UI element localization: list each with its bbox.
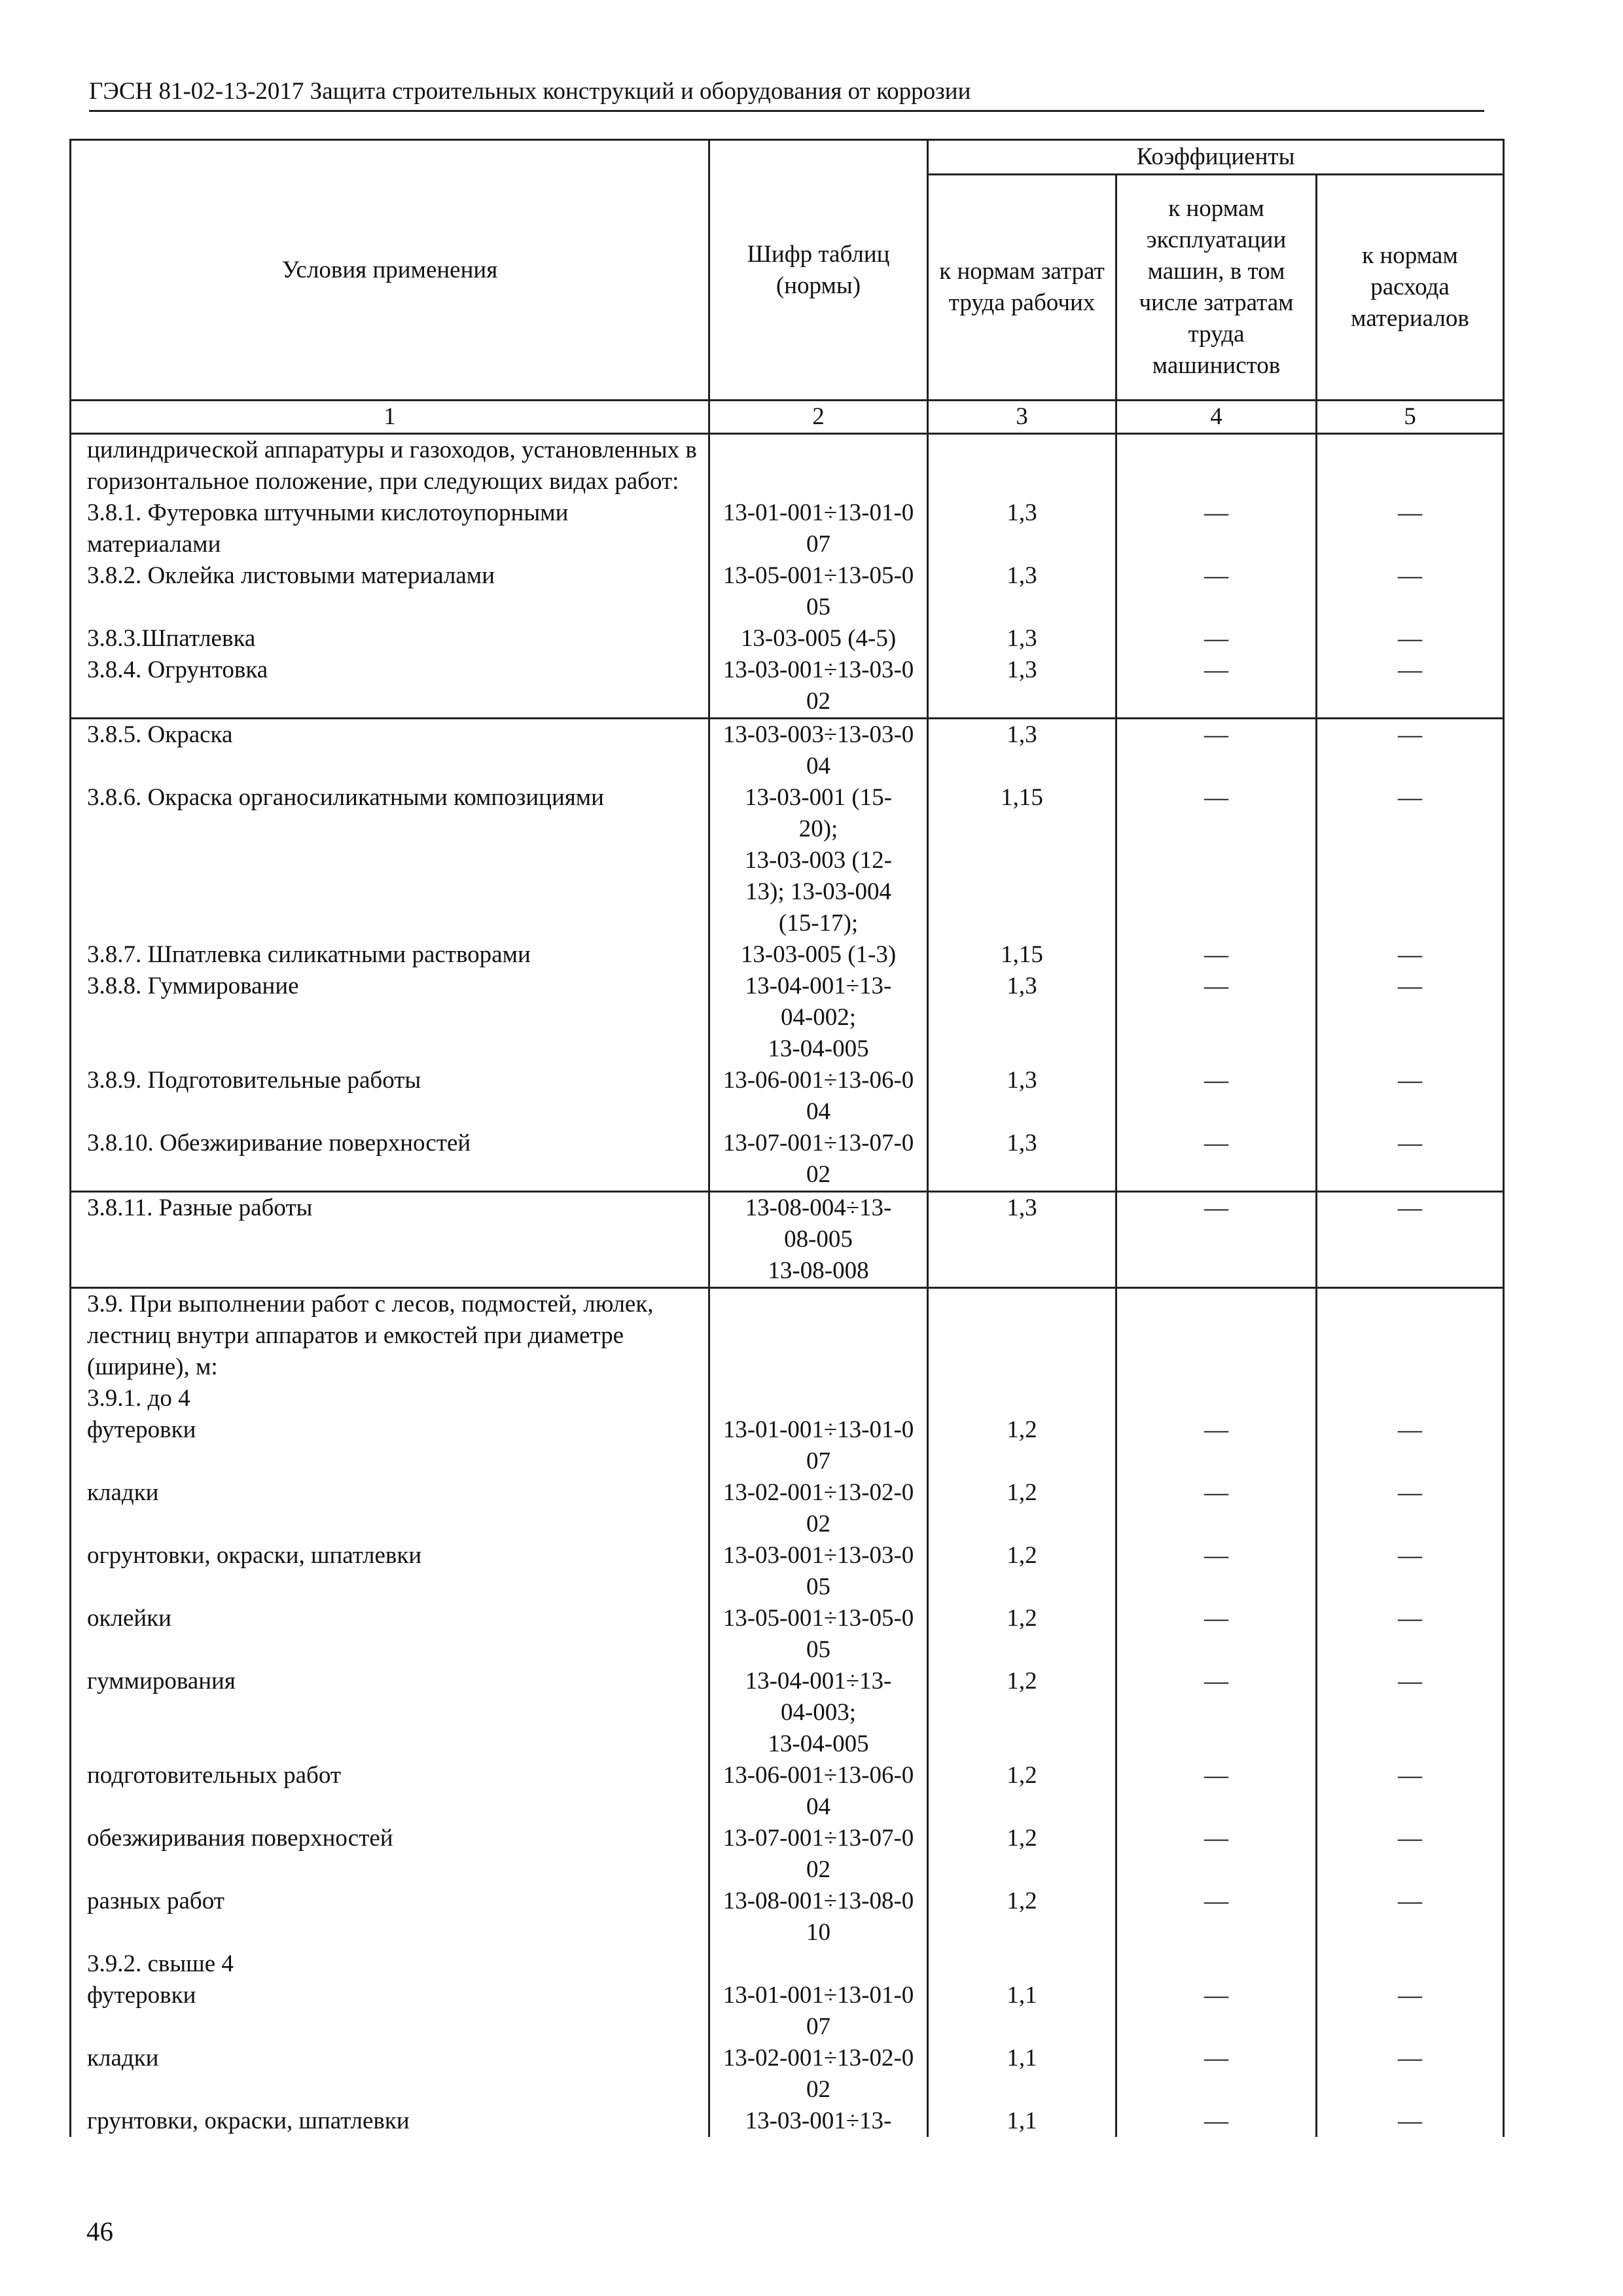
table-row xyxy=(71,497,1504,560)
cipher-cell: 13-07-001÷13-07-002 xyxy=(709,1128,928,1192)
cipher-cell: 13-02-001÷13-02-002 xyxy=(709,2043,928,2106)
table-row xyxy=(71,1192,1504,1288)
material-coefficient-cell: — xyxy=(1317,1192,1504,1288)
labor-coefficient-cell xyxy=(928,1383,1116,1414)
machine-coefficient-cell: — xyxy=(1116,1540,1317,1603)
column-number: 5 xyxy=(1317,401,1504,434)
table-row xyxy=(71,1383,1504,1414)
machine-coefficient-cell: — xyxy=(1116,719,1317,783)
condition-cell: 3.8.2. Оклейка листовыми материалами xyxy=(71,560,709,623)
cipher-cell: 13-01-001÷13-01-007 xyxy=(709,1980,928,2043)
labor-coefficient-cell: 1,2 xyxy=(928,1414,1116,1477)
labor-coefficient-cell xyxy=(928,434,1116,498)
condition-cell: футеровки xyxy=(71,1980,709,2043)
header-labor: к нормам затрат труда рабочих xyxy=(928,175,1116,401)
labor-coefficient-cell xyxy=(928,1288,1116,1384)
header-coefficients: Коэффициенты xyxy=(928,140,1504,175)
condition-cell: 3.9.1. до 4 xyxy=(71,1383,709,1414)
cipher-cell: 13-06-001÷13-06-004 xyxy=(709,1760,928,1823)
table-row xyxy=(71,971,1504,1065)
document-header-title: ГЭСН 81-02-13-2017 Защита строительных конструкций и оборудования от коррозии xyxy=(89,78,971,105)
table-row xyxy=(71,434,1504,498)
table-row xyxy=(71,1065,1504,1128)
table-row xyxy=(71,2043,1504,2106)
condition-cell: огрунтовки, окраски, шпатлевки xyxy=(71,1540,709,1603)
machine-coefficient-cell: — xyxy=(1116,2106,1317,2137)
labor-coefficient-cell: 1,2 xyxy=(928,1823,1116,1886)
cipher-cell: 13-06-001÷13-06-004 xyxy=(709,1065,928,1128)
machine-coefficient-cell: — xyxy=(1116,1128,1317,1192)
material-coefficient-cell: — xyxy=(1317,2043,1504,2106)
table-row xyxy=(71,1540,1504,1603)
machine-coefficient-cell: — xyxy=(1116,497,1317,560)
condition-cell: 3.8.6. Окраска органосиликатными композициями xyxy=(71,782,709,939)
table-row xyxy=(71,719,1504,783)
cipher-cell xyxy=(709,1383,928,1414)
material-coefficient-cell xyxy=(1317,1288,1504,1384)
cipher-cell: 13-03-001÷13- xyxy=(709,2106,928,2137)
table-row xyxy=(71,782,1504,939)
cipher-cell: 13-01-001÷13-01-007 xyxy=(709,1414,928,1477)
labor-coefficient-cell: 1,3 xyxy=(928,497,1116,560)
material-coefficient-cell: — xyxy=(1317,1823,1504,1886)
cipher-cell: 13-03-005 (1-3) xyxy=(709,939,928,971)
table-row xyxy=(71,1603,1504,1666)
machine-coefficient-cell xyxy=(1116,1383,1317,1414)
labor-coefficient-cell: 1,2 xyxy=(928,1666,1116,1760)
machine-coefficient-cell: — xyxy=(1116,1192,1317,1288)
machine-coefficient-cell: — xyxy=(1116,939,1317,971)
column-number: 2 xyxy=(709,401,928,434)
cipher-cell: 13-03-005 (4-5) xyxy=(709,623,928,655)
cipher-cell: 13-07-001÷13-07-002 xyxy=(709,1823,928,1886)
machine-coefficient-cell: — xyxy=(1116,1477,1317,1540)
machine-coefficient-cell: — xyxy=(1116,1886,1317,1948)
labor-coefficient-cell: 1,2 xyxy=(928,1760,1116,1823)
table-row xyxy=(71,939,1504,971)
material-coefficient-cell: — xyxy=(1317,1540,1504,1603)
material-coefficient-cell: — xyxy=(1317,939,1504,971)
condition-cell: 3.9. При выполнении работ с лесов, подмостей, люлек, лестниц внутри аппаратов и емкостей при диаметре (ширине), м: xyxy=(71,1288,709,1384)
header-machines: к нормам эксплуатации машин, в том числе затратам труда машинистов xyxy=(1116,175,1317,401)
header-cipher: Шифр таблиц (нормы) xyxy=(709,140,928,401)
table-row xyxy=(71,560,1504,623)
labor-coefficient-cell: 1,3 xyxy=(928,1128,1116,1192)
condition-cell: цилиндрической аппаратуры и газоходов, установленных в горизонтальное положение, при следующих видах работ: xyxy=(71,434,709,498)
condition-cell: 3.8.9. Подготовительные работы xyxy=(71,1065,709,1128)
cipher-cell: 13-04-001÷13- 04-002; 13-04-005 xyxy=(709,971,928,1065)
table-row xyxy=(71,1823,1504,1886)
condition-cell: подготовительных работ xyxy=(71,1760,709,1823)
condition-cell: кладки xyxy=(71,2043,709,2106)
labor-coefficient-cell: 1,3 xyxy=(928,623,1116,655)
machine-coefficient-cell: — xyxy=(1116,1666,1317,1760)
table-row xyxy=(71,1760,1504,1823)
labor-coefficient-cell: 1,3 xyxy=(928,560,1116,623)
cipher-cell xyxy=(709,1948,928,1980)
material-coefficient-cell: — xyxy=(1317,1065,1504,1128)
material-coefficient-cell: — xyxy=(1317,2106,1504,2137)
material-coefficient-cell: — xyxy=(1317,1760,1504,1823)
labor-coefficient-cell: 1,3 xyxy=(928,1192,1116,1288)
table-row xyxy=(71,1128,1504,1192)
table-row xyxy=(71,2106,1504,2137)
machine-coefficient-cell: — xyxy=(1116,1603,1317,1666)
labor-coefficient-cell: 1,3 xyxy=(928,971,1116,1065)
table-row xyxy=(71,1666,1504,1760)
cipher-cell: 13-08-001÷13-08-010 xyxy=(709,1886,928,1948)
condition-cell: 3.8.5. Окраска xyxy=(71,719,709,783)
machine-coefficient-cell xyxy=(1116,1948,1317,1980)
machine-coefficient-cell: — xyxy=(1116,560,1317,623)
cipher-cell: 13-03-003÷13-03-004 xyxy=(709,719,928,783)
material-coefficient-cell xyxy=(1317,1383,1504,1414)
labor-coefficient-cell: 1,2 xyxy=(928,1603,1116,1666)
table-body xyxy=(71,434,1504,2138)
condition-cell: обезжиривания поверхностей xyxy=(71,1823,709,1886)
column-number: 4 xyxy=(1116,401,1317,434)
labor-coefficient-cell: 1,3 xyxy=(928,655,1116,719)
cipher-cell xyxy=(709,1288,928,1384)
material-coefficient-cell: — xyxy=(1317,1477,1504,1540)
machine-coefficient-cell: — xyxy=(1116,1823,1317,1886)
machine-coefficient-cell: — xyxy=(1116,1760,1317,1823)
material-coefficient-cell xyxy=(1317,1948,1504,1980)
material-coefficient-cell: — xyxy=(1317,1980,1504,2043)
column-number: 1 xyxy=(71,401,709,434)
condition-cell: грунтовки, окраски, шпатлевки xyxy=(71,2106,709,2137)
labor-coefficient-cell: 1,1 xyxy=(928,2043,1116,2106)
table-row xyxy=(71,1477,1504,1540)
table-row xyxy=(71,1948,1504,1980)
labor-coefficient-cell: 1,2 xyxy=(928,1477,1116,1540)
material-coefficient-cell: — xyxy=(1317,719,1504,783)
cipher-cell: 13-04-001÷13- 04-003; 13-04-005 xyxy=(709,1666,928,1760)
table-row xyxy=(71,655,1504,719)
labor-coefficient-cell: 1,1 xyxy=(928,2106,1116,2137)
condition-cell: 3.8.10. Обезжиривание поверхностей xyxy=(71,1128,709,1192)
condition-cell: 3.9.2. свыше 4 xyxy=(71,1948,709,1980)
table-row xyxy=(71,623,1504,655)
condition-cell: гуммирования xyxy=(71,1666,709,1760)
labor-coefficient-cell: 1,2 xyxy=(928,1886,1116,1948)
material-coefficient-cell: — xyxy=(1317,623,1504,655)
labor-coefficient-cell xyxy=(928,1948,1116,1980)
labor-coefficient-cell: 1,2 xyxy=(928,1540,1116,1603)
material-coefficient-cell: — xyxy=(1317,782,1504,939)
cipher-cell xyxy=(709,434,928,498)
cipher-cell: 13-03-001 (15- 20); 13-03-003 (12- 13); 13-03-004 (15-17); xyxy=(709,782,928,939)
material-coefficient-cell: — xyxy=(1317,971,1504,1065)
table-row xyxy=(71,1414,1504,1477)
machine-coefficient-cell: — xyxy=(1116,1414,1317,1477)
labor-coefficient-cell: 1,3 xyxy=(928,1065,1116,1128)
header-materials: к нормам расхода материалов xyxy=(1317,175,1504,401)
labor-coefficient-cell: 1,15 xyxy=(928,939,1116,971)
material-coefficient-cell: — xyxy=(1317,1128,1504,1192)
condition-cell: 3.8.3.Шпатлевка xyxy=(71,623,709,655)
material-coefficient-cell: — xyxy=(1317,560,1504,623)
machine-coefficient-cell: — xyxy=(1116,623,1317,655)
machine-coefficient-cell: — xyxy=(1116,1065,1317,1128)
header-conditions: Условия применения xyxy=(71,140,709,401)
header-rule xyxy=(89,110,1484,112)
cipher-cell: 13-05-001÷13-05-005 xyxy=(709,1603,928,1666)
material-coefficient-cell: — xyxy=(1317,497,1504,560)
condition-cell: кладки xyxy=(71,1477,709,1540)
material-coefficient-cell: — xyxy=(1317,1414,1504,1477)
table-row xyxy=(71,1288,1504,1384)
cipher-cell: 13-01-001÷13-01-007 xyxy=(709,497,928,560)
machine-coefficient-cell: — xyxy=(1116,971,1317,1065)
condition-cell: 3.8.11. Разные работы xyxy=(71,1192,709,1288)
condition-cell: оклейки xyxy=(71,1603,709,1666)
condition-cell: разных работ xyxy=(71,1886,709,1948)
material-coefficient-cell: — xyxy=(1317,1603,1504,1666)
condition-cell: 3.8.4. Огрунтовка xyxy=(71,655,709,719)
material-coefficient-cell: — xyxy=(1317,655,1504,719)
machine-coefficient-cell: — xyxy=(1116,1980,1317,2043)
machine-coefficient-cell xyxy=(1116,1288,1317,1384)
cipher-cell: 13-02-001÷13-02-002 xyxy=(709,1477,928,1540)
table-row xyxy=(71,1886,1504,1948)
condition-cell: 3.8.1. Футеровка штучными кислотоупорными материалами xyxy=(71,497,709,560)
condition-cell: футеровки xyxy=(71,1414,709,1477)
labor-coefficient-cell: 1,3 xyxy=(928,719,1116,783)
condition-cell: 3.8.8. Гуммирование xyxy=(71,971,709,1065)
material-coefficient-cell: — xyxy=(1317,1886,1504,1948)
material-coefficient-cell: — xyxy=(1317,1666,1504,1760)
cipher-cell: 13-08-004÷13- 08-005 13-08-008 xyxy=(709,1192,928,1288)
labor-coefficient-cell: 1,1 xyxy=(928,1980,1116,2043)
material-coefficient-cell xyxy=(1317,434,1504,498)
condition-cell: 3.8.7. Шпатлевка силикатными растворами xyxy=(71,939,709,971)
page-number: 46 xyxy=(86,2216,113,2246)
table-row xyxy=(71,1980,1504,2043)
machine-coefficient-cell xyxy=(1116,434,1317,498)
machine-coefficient-cell: — xyxy=(1116,782,1317,939)
coefficients-table xyxy=(69,139,1505,2137)
cipher-cell: 13-03-001÷13-03-002 xyxy=(709,655,928,719)
machine-coefficient-cell: — xyxy=(1116,655,1317,719)
machine-coefficient-cell: — xyxy=(1116,2043,1317,2106)
cipher-cell: 13-05-001÷13-05-005 xyxy=(709,560,928,623)
labor-coefficient-cell: 1,15 xyxy=(928,782,1116,939)
cipher-cell: 13-03-001÷13-03-005 xyxy=(709,1540,928,1603)
column-number: 3 xyxy=(928,401,1116,434)
